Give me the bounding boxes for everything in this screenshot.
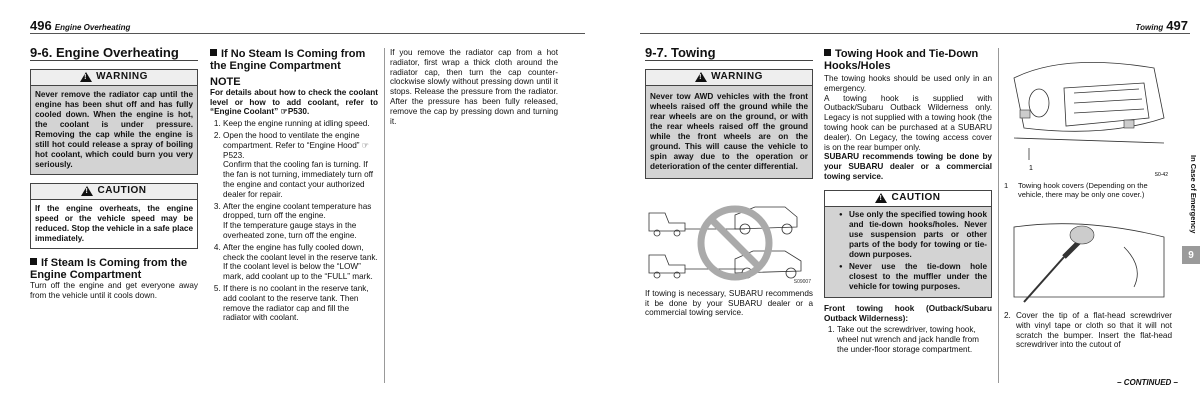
step-item: 4. After the engine has fully cooled down, check the coolant level in the reserve tank. If the coolant level is below the “LOW” mark, add coolant up to the “FULL” mark. xyxy=(223,243,378,282)
towing-text-1: The towing hooks should be used only in an emergency. xyxy=(824,74,992,93)
overheat-steps xyxy=(210,119,378,323)
step-item: 2. Open the hood to ventilate the engine compartment. Refer to “Engine Hood” ☞P523. Confirm that the cooling fan is turning. If the fan is not turning, immediately turn off the engine and contact your authorized dealer for repair. xyxy=(223,131,378,200)
square-bullet-icon xyxy=(210,49,217,56)
column-divider xyxy=(384,48,385,383)
towing-warning-text: Never tow AWD vehicles with the front wheels raised off the ground while the rear wheels are on the ground, or with the rear wheels raised off the ground while the front wheels are on the ground. This will cause the vehicle to spin away due to the operation or deterioration of the center differential. xyxy=(646,86,812,178)
warning-icon xyxy=(695,72,707,82)
caution-label: CAUTION xyxy=(97,185,147,197)
column-divider xyxy=(998,48,999,383)
steam-text: Turn off the engine and get everyone away from the vehicle until it cools down. xyxy=(30,280,198,300)
caution-item: ● Use only the specified towing hook and tie-down hooks/holes. Never use suspension parts or other parts of the body for towing or tie-down purposes. xyxy=(849,210,987,260)
caution-header xyxy=(31,184,197,200)
left-col-2 xyxy=(210,48,378,325)
caution-box xyxy=(30,183,198,249)
front-hook-heading: Front towing hook (Outback/Subaru Outback Wilderness): xyxy=(824,303,992,323)
left-page-number: 496 xyxy=(30,18,52,33)
caution-item: ● Never use the tie-down hole closest to the muffler under the vehicle for towing purposes. xyxy=(849,262,987,292)
continued-label: – CONTINUED – xyxy=(1117,378,1178,387)
no-steam-heading: If No Steam Is Coming from the Engine Compartment xyxy=(210,48,366,72)
towing-hook-heading: Towing Hook and Tie-Down Hooks/Holes xyxy=(824,48,979,72)
warning-header xyxy=(31,70,197,86)
left-header-title: Engine Overheating xyxy=(54,23,131,32)
steam-heading: If Steam Is Coming from the Engine Compartment xyxy=(30,256,188,281)
step-item: 1. Take out the screwdriver, towing hook, wheel nut wrench and jack handle from the under-floor storage compartment. xyxy=(837,325,992,354)
note-label: NOTE xyxy=(210,76,241,88)
square-bullet-icon xyxy=(824,49,831,56)
caution-icon xyxy=(875,193,887,203)
towing-hook-cover xyxy=(1020,110,1030,118)
fig-code: S0-42 xyxy=(1154,172,1168,178)
front-bumper-figure xyxy=(1004,48,1172,178)
caption-text: Towing hook covers (Depending on the vehicle, there may be only one cover.) xyxy=(1018,181,1148,199)
radiator-cap-text: If you remove the radiator cap from a hot radiator, first wrap a thick cloth around the radiator cap, then turn the cap counter-clockwise slowly without pressing down until it stops. Release the pressure from the radiator. After the pressure has been fully released, remove the cap by pressing down and turning it. xyxy=(390,48,558,126)
step-2-number: 2. xyxy=(1004,311,1011,320)
section-title-towing: 9-7. Towing xyxy=(645,48,813,61)
fig-code: S09007 xyxy=(793,278,811,285)
screwdriver-figure xyxy=(1004,207,1172,307)
towing-caution-body xyxy=(825,207,991,297)
bumper-outline xyxy=(1014,62,1164,131)
right-col-1 xyxy=(645,45,813,318)
caution-header: ! CAUTION xyxy=(825,191,991,207)
side-tab-text: In Case of Emergency xyxy=(1189,155,1198,234)
right-page-number: 497 xyxy=(1166,18,1188,33)
left-header-rule xyxy=(30,33,585,34)
step-item: 5. If there is no coolant in the reserve tank, add coolant to the reserve tank. Then remove the radiator cap and fill the radiator with coolant. xyxy=(223,284,378,323)
towing-hook-cover xyxy=(1124,120,1134,128)
right-col-2 xyxy=(824,48,992,357)
warning-box xyxy=(30,69,198,175)
chapter-tab: 9 xyxy=(1182,246,1200,264)
towing-text-3: SUBARU recommends towing be done by your SUBARU dealer or a commercial towing service. xyxy=(824,152,992,181)
section-title-overheating: 9-6. Engine Overheating xyxy=(30,48,198,61)
right-header-title: Towing xyxy=(1135,23,1164,32)
callout-number: 1 xyxy=(1029,165,1033,172)
towing-warning-box xyxy=(645,69,813,179)
square-bullet-icon xyxy=(30,258,37,265)
caution-text: If the engine overheats, the engine speed or the vehicle speed may be reduced. Stop the vehicle in a safe place immediately. xyxy=(31,200,197,248)
screwdriver-shaft xyxy=(1024,257,1064,302)
warning-header: ! WARNING xyxy=(646,70,812,86)
note-text: For details about how to check the coolant level or how to add coolant, refer to “Engine Coolant” ☞P530. xyxy=(210,87,378,117)
no-tow-illustration xyxy=(645,193,813,285)
front-hook-steps xyxy=(824,325,992,354)
step-item: 3. After the engine coolant temperature has dropped, turn off the engine. If the temperature gauge stays in the overheated zone, turn off the engine. xyxy=(223,202,378,241)
step-2 xyxy=(1004,311,1172,350)
right-page xyxy=(610,0,1200,402)
towing-recommend-text: If towing is necessary, SUBARU recommends it be done by your SUBARU dealer or a commercial towing service. xyxy=(645,288,813,318)
towing-text-2: A towing hook is supplied with Outback/Subaru Outback Wilderness only. Legacy is not supplied with a towing hook (the towing hook can be purchased at a SUBARU dealer). On Legacy, the towing access cover is on the rear bumper only. xyxy=(824,93,992,152)
caption-number: 1 xyxy=(1004,181,1009,190)
step-2-text: Cover the tip of a flat-head screwdriver with vinyl tape or cloth so that it will not scratch the bumper. Insert the flat-head screwdriver into the cutout of xyxy=(1016,311,1172,350)
left-col-3 xyxy=(390,48,558,126)
towing-caution-box xyxy=(824,190,992,298)
left-page xyxy=(0,0,590,402)
warning-text: Never remove the radiator cap until the engine has been shut off and has fully cooled down. When the engine is hot, the coolant is under pressure. Removing the cap while the engine is still hot could release a spray of boiling hot coolant, which could burn you very seriously. xyxy=(31,86,197,174)
caution-icon xyxy=(81,186,93,196)
figure-caption xyxy=(1004,182,1172,199)
screwdriver-handle xyxy=(1070,226,1094,244)
right-header-rule xyxy=(640,33,1190,34)
right-col-3 xyxy=(1004,48,1172,350)
warning-label: WARNING xyxy=(96,71,148,83)
left-col-1 xyxy=(30,45,198,300)
warning-icon xyxy=(80,72,92,82)
right-header xyxy=(1136,18,1188,32)
tow-truck-bottom xyxy=(649,255,685,273)
left-header xyxy=(30,18,130,32)
step-item: 1. Keep the engine running at idling speed. xyxy=(223,119,378,129)
tow-truck-top xyxy=(649,213,685,231)
